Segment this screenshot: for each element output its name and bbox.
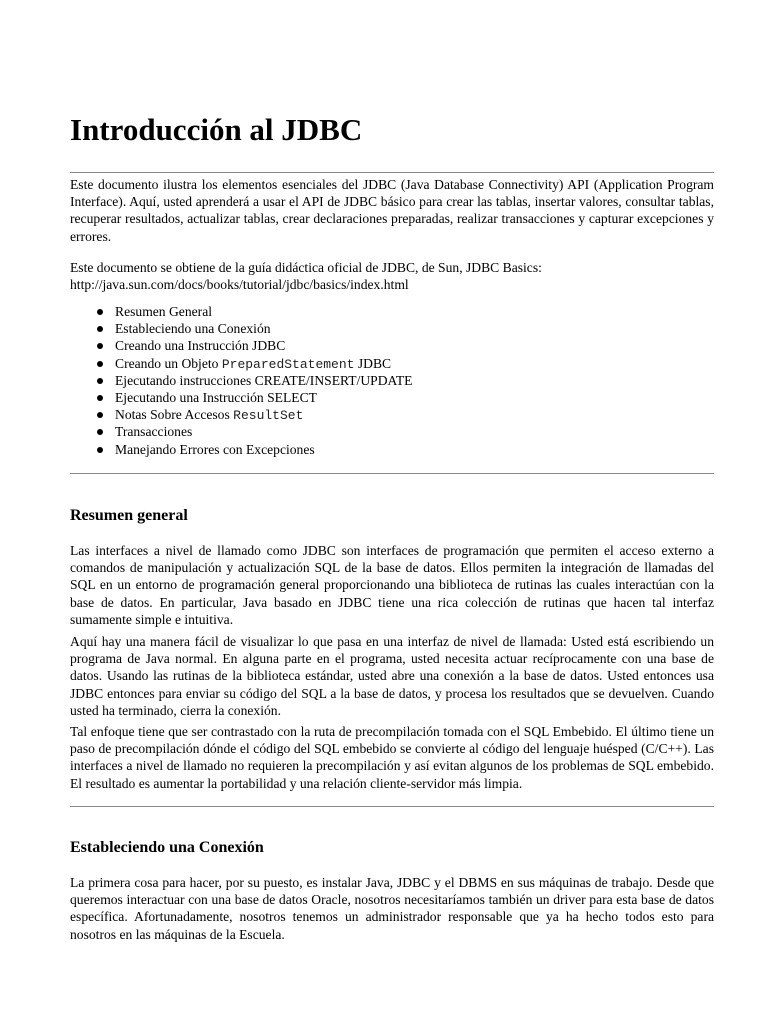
source-text: Este documento se obtiene de la guía didáctica oficial de JDBC, de Sun, JDBC Basics: xyxy=(70,260,542,275)
code-term: PreparedStatement xyxy=(221,356,355,372)
bullet-icon xyxy=(97,395,103,401)
document-title: Introducción al JDBC xyxy=(70,112,363,147)
toc-item: Creando una Instrucción JDBC xyxy=(70,337,670,354)
code-term: ResultSet xyxy=(233,408,304,424)
bullet-icon xyxy=(97,343,103,349)
toc-item: Manejando Errores con Excepciones xyxy=(70,441,670,458)
bullet-icon xyxy=(97,412,103,418)
bullet-icon xyxy=(97,361,103,367)
title-divider xyxy=(70,172,714,173)
intro-paragraph: Este documento ilustra los elementos esenciales del JDBC (Java Database Connectivity) API (Application Program Interface). Aquí, usted aprenderá a usar el API de JDBC básico para crear las tablas, insertar valores, consultar tablas, recuperar resultados, actualizar tablas, crear declaraciones preparadas, realizar transacciones y capturar excepciones y errores. xyxy=(70,177,714,244)
source-url: http://java.sun.com/docs/books/tutorial/jdbc/basics/index.html xyxy=(70,277,409,293)
section-divider xyxy=(70,473,714,474)
toc-item: Notas Sobre Accesos ResultSet xyxy=(70,406,670,423)
toc-item: Estableciendo una Conexión xyxy=(70,320,670,337)
toc-item: Creando un Objeto PreparedStatement JDBC xyxy=(70,355,670,372)
toc-item: Transacciones xyxy=(70,423,670,440)
bullet-icon xyxy=(97,429,103,435)
section-divider xyxy=(70,806,714,807)
toc-item: Ejecutando una Instrucción SELECT xyxy=(70,389,670,406)
bullet-icon xyxy=(97,309,103,315)
table-of-contents xyxy=(70,303,670,458)
bullet-icon xyxy=(97,447,103,453)
source-paragraph xyxy=(70,259,714,293)
section-heading-resumen: Resumen general xyxy=(70,507,188,524)
resumen-paragraph-3: Tal enfoque tiene que ser contrastado con la ruta de precompilación tomada con el SQL Embebido. El último tiene un paso de precompilación dónde el código del SQL embebido se convierte al código del lenguaje huésped (C/C++). Las interfaces a nivel de llamado no requieren la precompilación y así evitan algunos de los problemas de SQL embebido. El resultado es aumentar la portabilidad y una relación cliente-servidor más limpia. xyxy=(70,724,714,791)
bullet-icon xyxy=(97,378,103,384)
toc-item: Ejecutando instrucciones CREATE/INSERT/UPDATE xyxy=(70,372,670,389)
resumen-paragraph-2: Aquí hay una manera fácil de visualizar lo que pasa en una interfaz de nivel de llamada: Usted está escribiendo un programa de Java normal. En alguna parte en el programa, usted necesita actuar recíprocamente con una base de datos. Usando las rutinas de la biblioteca estándar, usted abre una conexión a la base de datos. Usted entonces usa JDBC entonces para enviar su código del SQL a la base de datos, y procesa los resultados que se devuelven. Cuando usted ha terminado, cierra la conexión. xyxy=(70,634,714,718)
section-heading-conexion: Estableciendo una Conexión xyxy=(70,839,264,856)
toc-item: Resumen General xyxy=(70,303,670,320)
bullet-icon xyxy=(97,326,103,332)
conexion-paragraph-1: La primera cosa para hacer, por su puesto, es instalar Java, JDBC y el DBMS en sus máquinas de trabajo. Desde que queremos interactuar con una base de datos Oracle, nosotros necesitaríamos también un driver para esta base de datos específica. Afortunadamente, nosotros tenemos un administrador responsable que ya ha hecho todos esto para nosotros en las máquinas de la Escuela. xyxy=(70,875,714,942)
resumen-paragraph-1: Las interfaces a nivel de llamado como JDBC son interfaces de programación que permiten el acceso externo a comandos de manipulación y actualización SQL de la base de datos. Ellos permiten la integración de llamadas del SQL en un entorno de programación general proporcionando una biblioteca de rutinas las cuales interactúan con la base de datos. En particular, Java basado en JDBC tiene una rica colección de rutinas que hacen tal interfaz sumamente simple e intuitiva. xyxy=(70,543,714,627)
